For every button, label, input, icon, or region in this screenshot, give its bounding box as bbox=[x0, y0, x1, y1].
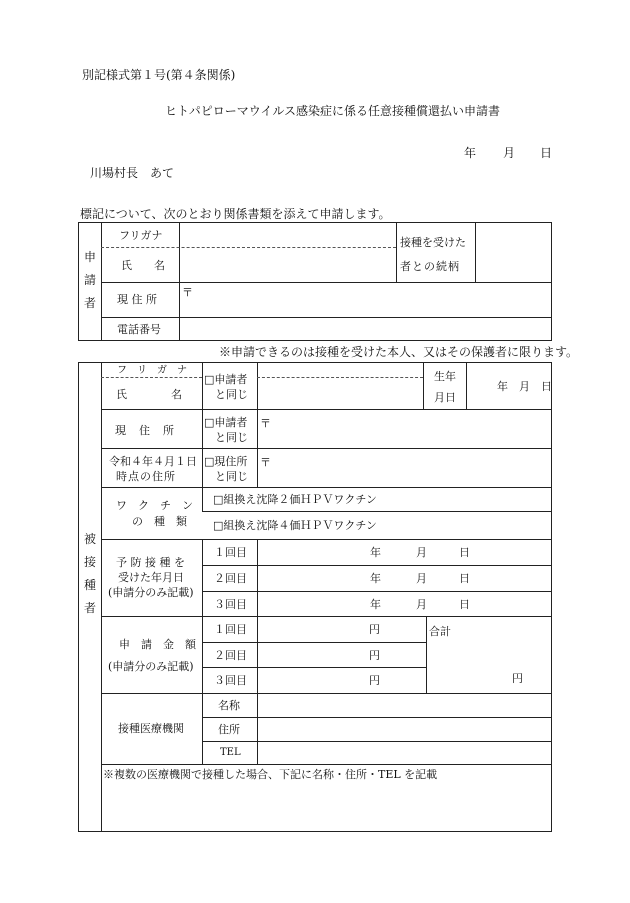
dose-3-year[interactable]: 年 bbox=[370, 598, 381, 611]
clinic-name-field[interactable] bbox=[258, 694, 551, 716]
amount-label-2: (申請分のみ記載) bbox=[108, 660, 194, 673]
applicant-note: ※申請できるのは接種を受けた本人、又はその保護者に限ります。 bbox=[219, 345, 579, 359]
recipient-name-label: 氏 名 bbox=[116, 388, 182, 401]
applicant-address-label: 現 住 所 bbox=[117, 293, 157, 306]
applicant-name-field[interactable] bbox=[180, 248, 395, 281]
date-month: 月 bbox=[503, 146, 516, 160]
same-as-applicant-label-2: と同じ bbox=[215, 431, 248, 444]
date-label-1: 予 防 接 種 を bbox=[116, 556, 185, 569]
additional-clinics-field[interactable] bbox=[102, 784, 551, 831]
recipient-address-field[interactable] bbox=[272, 410, 551, 447]
applicant-postal-mark: 〒 bbox=[182, 286, 193, 299]
same-as-applicant-checkbox-2[interactable]: □申請者 bbox=[204, 416, 248, 429]
relation-label-2: 者との続柄 bbox=[400, 260, 460, 273]
same-as-applicant-label-1: と同じ bbox=[215, 388, 248, 401]
dose-3-yen: 円 bbox=[369, 674, 380, 687]
dose-2-amount-field[interactable] bbox=[258, 643, 368, 666]
form-code: 別記様式第１号(第４条関係) bbox=[82, 68, 236, 82]
clinic-name-label: 名称 bbox=[218, 699, 240, 712]
form-title: ヒトパピローマウイルス感染症に係る任意接種償還払い申請書 bbox=[165, 104, 501, 118]
date-day: 日 bbox=[540, 146, 553, 160]
clinic-tel-field[interactable] bbox=[258, 742, 551, 763]
dose-2-yen: 円 bbox=[369, 649, 380, 662]
clinic-label: 接種医療機関 bbox=[118, 722, 184, 735]
dose-3-amount-field[interactable] bbox=[258, 668, 368, 692]
addressee: 川場村長 あて bbox=[90, 166, 175, 180]
clinic-address-label: 住所 bbox=[218, 723, 240, 736]
date-label-2: 受けた年月日 bbox=[118, 571, 184, 584]
dose-2-date-label: ２回目 bbox=[214, 572, 247, 585]
birth-label-1: 生年 bbox=[434, 370, 456, 383]
dose-3-date-label: ３回目 bbox=[214, 598, 247, 611]
applicant-furigana-field[interactable] bbox=[179, 223, 395, 246]
date-year: 年 bbox=[464, 146, 477, 160]
applicant-furigana-label: フリガナ bbox=[119, 229, 163, 242]
total-label: 合計 bbox=[429, 625, 451, 638]
dose-1-year[interactable]: 年 bbox=[370, 546, 381, 559]
dose-3-amount-label: ３回目 bbox=[214, 674, 247, 687]
intro-text: 標記について、次のとおり関係書類を添えて申請します。 bbox=[80, 207, 391, 221]
dose-1-day[interactable]: 日 bbox=[459, 546, 470, 559]
recipient-side-label: 被接種者 bbox=[83, 532, 96, 615]
clinic-address-field[interactable] bbox=[258, 718, 551, 740]
applicant-side-label: 申請者 bbox=[83, 250, 96, 310]
applicant-phone-field[interactable] bbox=[180, 318, 551, 340]
recipient-address-label: 現 住 所 bbox=[115, 424, 175, 437]
dose-1-date-label: １回目 bbox=[214, 546, 247, 559]
as-of-label-1: 令和４年４月１日 bbox=[109, 455, 197, 468]
applicant-phone-label: 電話番号 bbox=[117, 323, 161, 336]
recipient-name-field[interactable] bbox=[258, 378, 422, 408]
total-amount-field[interactable] bbox=[427, 640, 507, 692]
birth-label-2: 月日 bbox=[434, 391, 456, 404]
birth-date-field[interactable]: 年 月 日 bbox=[497, 380, 552, 393]
vaccine-label-1: ワ ク チ ン bbox=[116, 499, 193, 512]
amount-label-1: 申 請 金 額 bbox=[119, 638, 196, 651]
dose-3-day[interactable]: 日 bbox=[459, 598, 470, 611]
clinic-note: ※複数の医療機関で接種した場合、下記に名称・住所・TEL を記載 bbox=[103, 768, 438, 781]
vaccine-label-2: の 種 類 bbox=[132, 515, 187, 528]
applicant-address-field[interactable] bbox=[195, 283, 551, 316]
recipient-postal-mark-2: 〒 bbox=[260, 456, 271, 469]
dose-1-amount-field[interactable] bbox=[258, 617, 368, 641]
same-as-current-label: と同じ bbox=[215, 470, 248, 483]
as-of-label-2: 時点の住所 bbox=[116, 470, 176, 483]
as-of-address-field[interactable] bbox=[272, 449, 551, 486]
dose-2-year[interactable]: 年 bbox=[370, 572, 381, 585]
relation-field[interactable] bbox=[476, 223, 551, 281]
dose-2-month[interactable]: 月 bbox=[416, 572, 427, 585]
dose-1-amount-label: １回目 bbox=[214, 623, 247, 636]
date-label-3: (申請分のみ記載) bbox=[108, 586, 194, 599]
dose-2-day[interactable]: 日 bbox=[459, 572, 470, 585]
recipient-furigana-field[interactable] bbox=[258, 363, 422, 376]
same-as-applicant-checkbox-1[interactable]: □申請者 bbox=[204, 373, 248, 386]
recipient-postal-mark-1: 〒 bbox=[260, 417, 271, 430]
total-yen: 円 bbox=[512, 672, 523, 685]
clinic-tel-label: TEL bbox=[220, 747, 241, 758]
dose-1-yen: 円 bbox=[369, 623, 380, 636]
same-as-current-checkbox[interactable]: □現住所 bbox=[204, 455, 248, 468]
vaccine-option-quadrivalent[interactable]: □組換え沈降４価ＨＰＶワクチン bbox=[213, 519, 377, 532]
dose-3-month[interactable]: 月 bbox=[416, 598, 427, 611]
recipient-furigana-label: フ リ ガ ナ bbox=[117, 365, 187, 376]
vaccine-option-bivalent[interactable]: □組換え沈降２価ＨＰＶワクチン bbox=[213, 493, 377, 506]
relation-label-1: 接種を受けた bbox=[400, 236, 466, 249]
dose-1-month[interactable]: 月 bbox=[416, 546, 427, 559]
dose-2-amount-label: ２回目 bbox=[214, 649, 247, 662]
applicant-name-label: 氏 名 bbox=[121, 259, 165, 272]
